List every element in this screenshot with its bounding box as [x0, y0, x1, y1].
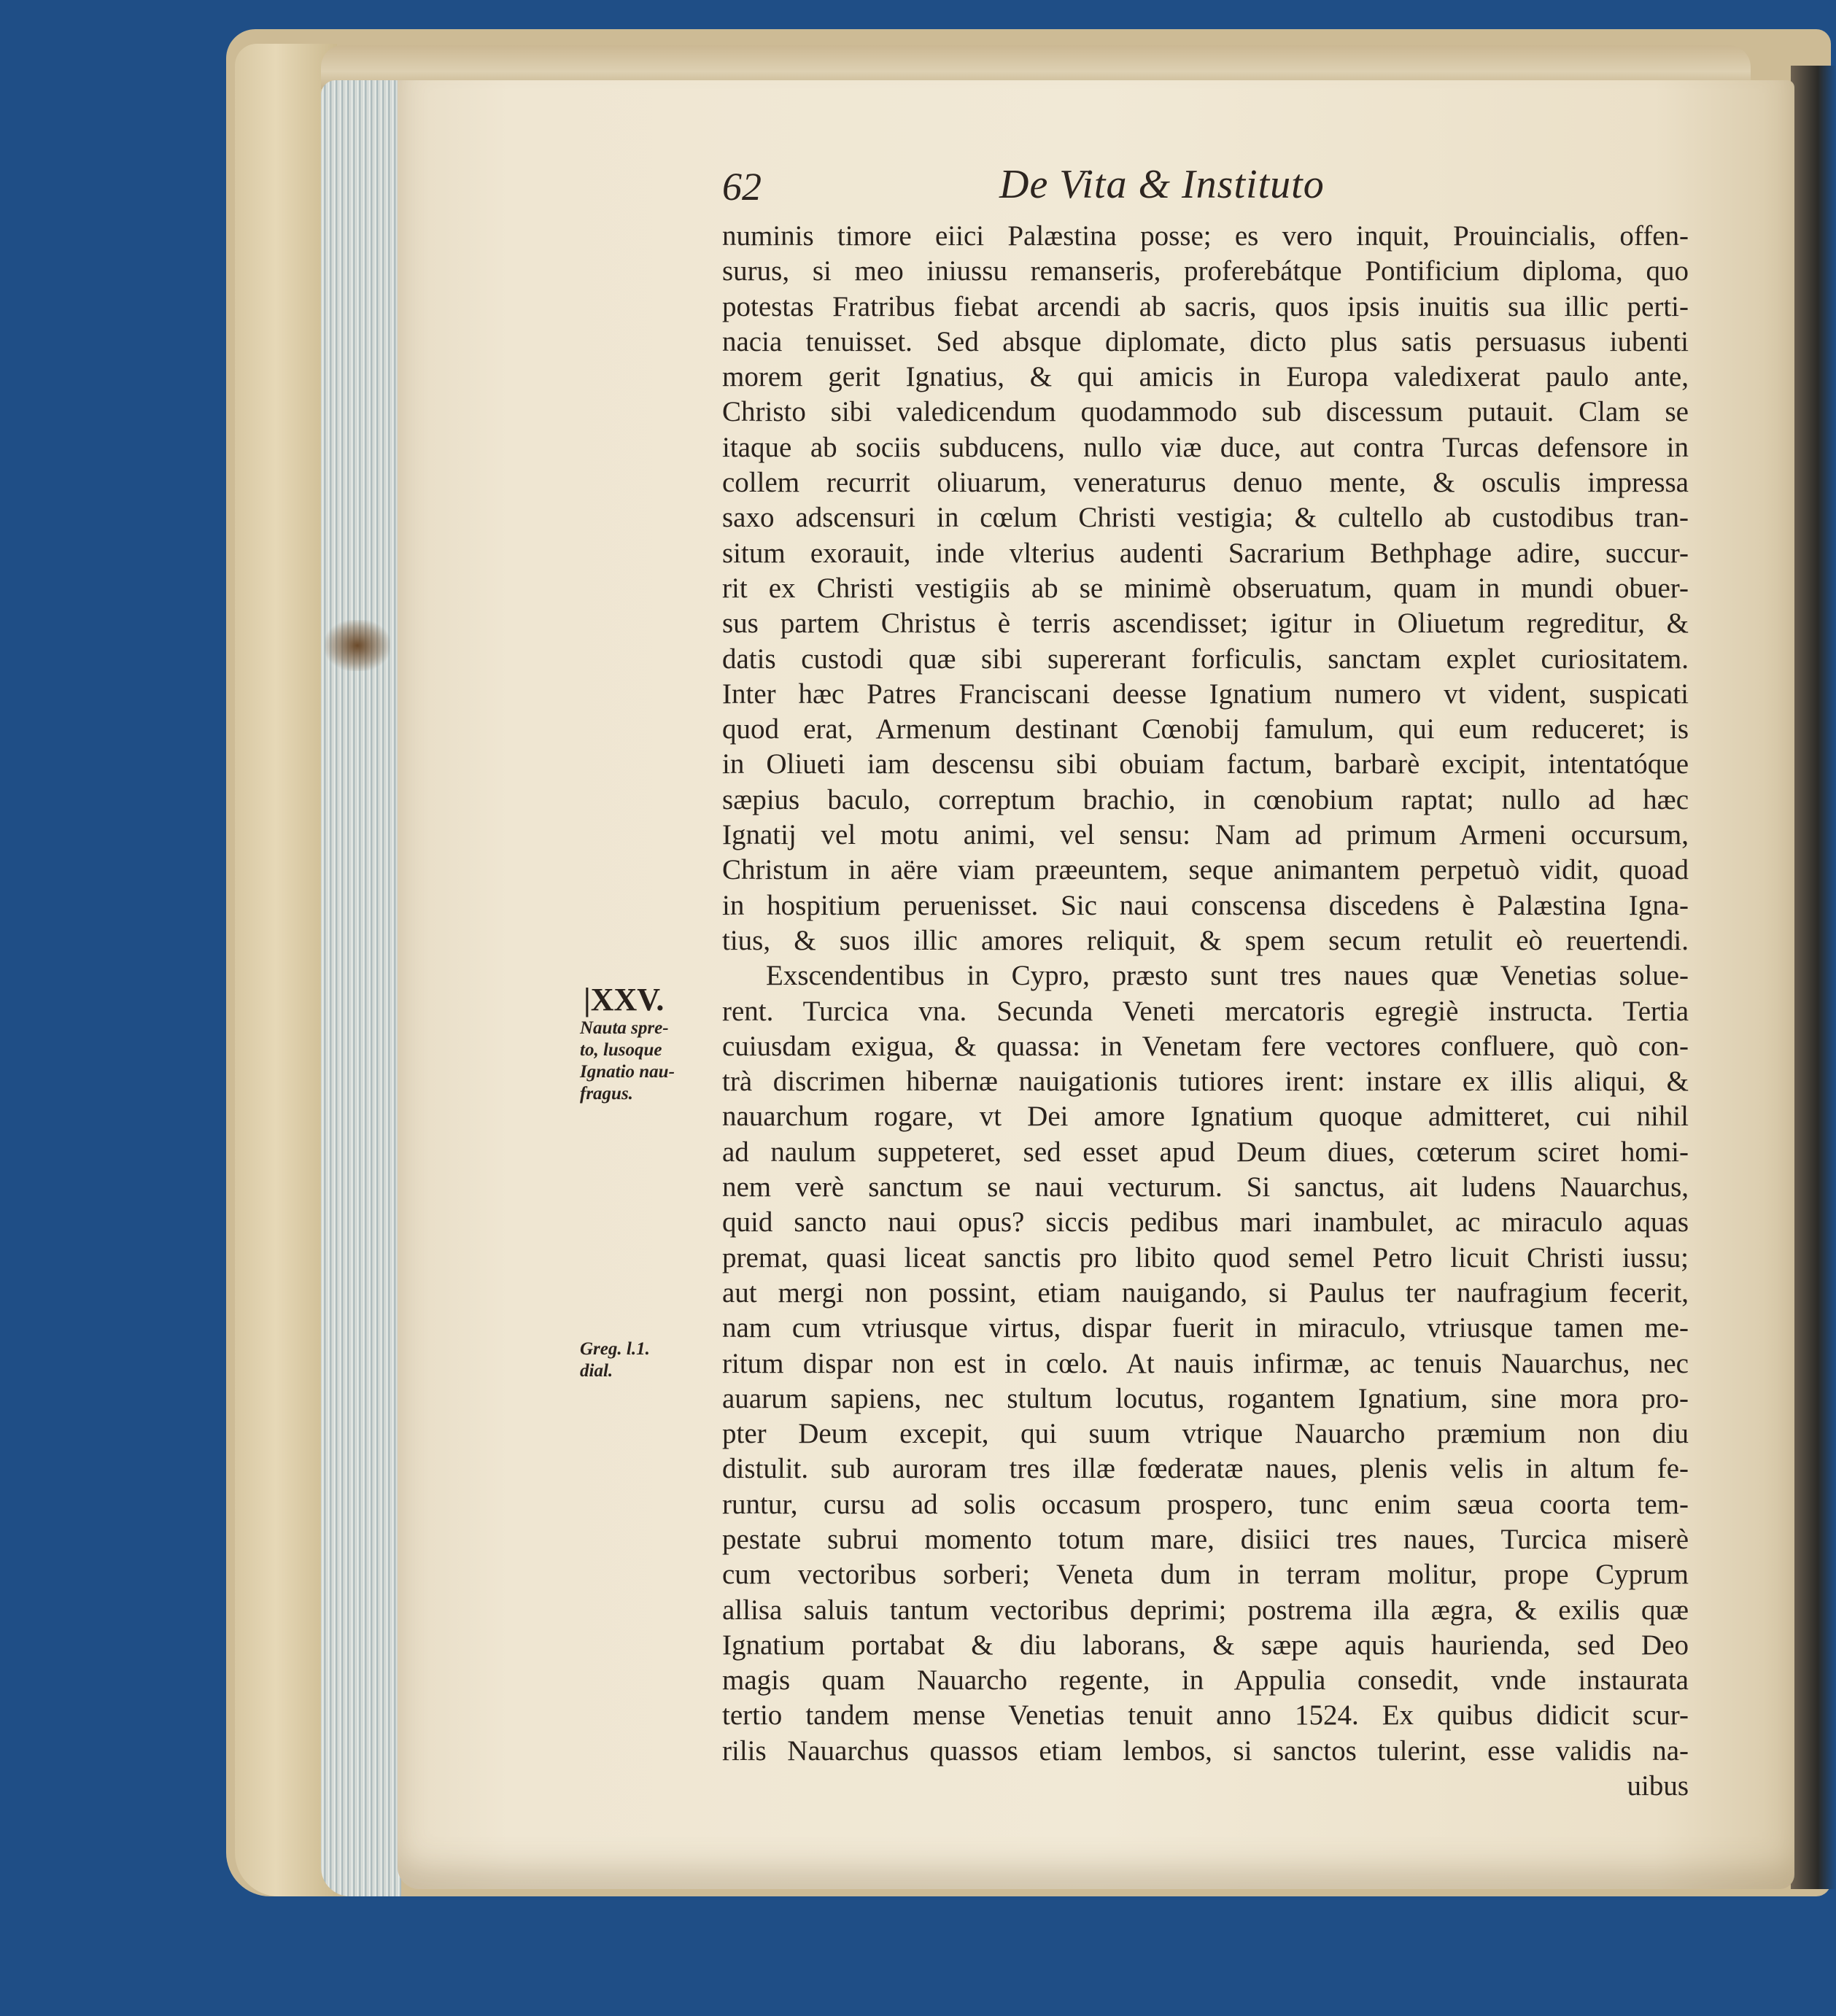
text-line: cum vectoribus sorberi; Veneta dum in terram molitur, prope Cyprum [722, 1559, 1689, 1591]
text-line: ritum dispar non est in cœlo. At nauis infirmæ, ac tenuis Nauarchus, nec [722, 1347, 1689, 1379]
text-line: magis quam Nauarcho regente, in Appulia consedit, vnde instaurata [722, 1664, 1689, 1697]
margin-note [580, 1017, 711, 1105]
running-title: De Vita & Instituto [999, 162, 1325, 207]
catchword: uibus [1627, 1770, 1689, 1802]
text-line: cuiusdam exigua, & quassa: in Venetam fere vectores confluere, quò con- [722, 1030, 1689, 1062]
text-line: sus partem Christus è terris ascendisset; igitur in Oliuetum regreditur, & [722, 608, 1689, 640]
text-line: runtur, cursu ad solis occasum prospero, tunc enim sæua coorta tem- [722, 1488, 1689, 1520]
text-line: in hospitium peruenisset. Sic naui conscensa discedens è Palæstina Igna- [722, 889, 1689, 921]
text-line: Christo sibi valedicendum quodammodo sub discessum putauit. Clam se [722, 396, 1689, 428]
text-line: sæpius baculo, correptum brachio, in cœnobium raptat; nullo ad hæc [722, 783, 1689, 815]
text-line: tius, & suos illic amores reliquit, & spem secum retulit eò reuertendi. [722, 924, 1689, 956]
text-line: nem verè sanctum se naui vecturum. Si sanctus, ait ludens Nauarchus, [722, 1171, 1689, 1203]
page-header [722, 164, 1707, 222]
text-line: datis custodi quæ sibi supererant forficulis, sanctam explet curiositatem. [722, 643, 1689, 675]
text-line: morem gerit Ignatius, & qui amicis in Europa valedixerat paulo ante, [722, 361, 1689, 393]
text-line: auarum sapiens, nec stultum locutus, rogantem Ignatium, sine mora pro- [722, 1382, 1689, 1414]
text-line: aut mergi non possint, etiam nauigando, si Paulus ter naufragium fecerit, [722, 1276, 1689, 1309]
facing-page-gutter [1791, 66, 1836, 1889]
page-fore-edge [321, 80, 401, 1896]
text-line: numinis timore eiici Palæstina posse; es vero inquit, Prouincialis, offen- [722, 220, 1689, 252]
text-line: saxo adscensuri in cœlum Christi vestigia; & cultello ab custodibus tran- [722, 502, 1689, 534]
stain-mark [325, 620, 390, 671]
text-line: Inter hæc Patres Franciscani deesse Ignatium numero vt vident, suspicati [722, 678, 1689, 710]
text-line: allisa saluis tantum vectoribus deprimi; postrema illa ægra, & exilis quæ [722, 1594, 1689, 1626]
section-number: |XXV. [584, 982, 665, 1017]
margin-citation-line: dial. [580, 1361, 613, 1381]
text-line: Exscendentibus in Cypro, præsto sunt tres naues quæ Venetias solue- [766, 960, 1689, 992]
margin-note-line: Ignatio nau- [580, 1062, 675, 1082]
text-line: rilis Nauarchus quassos etiam lembos, si sanctos tulerint, esse validis na- [722, 1734, 1689, 1767]
margin-note-line: Nauta spre- [580, 1018, 669, 1038]
text-line: quod erat, Armenum destinant Cœnobij famulum, qui eum reduceret; is [722, 713, 1689, 745]
body-text [722, 219, 1689, 1804]
text-line: rent. Turcica vna. Secunda Veneti mercatoris egregiè instructa. Tertia [722, 995, 1689, 1027]
text-line: surus, si meo iniussu remanseris, proferebátque Pontificium diploma, quo [722, 255, 1689, 287]
margin-note-line: fragus. [580, 1084, 633, 1104]
text-line: collem recurrit oliuarum, veneraturus denuo mente, & osculis impressa [722, 467, 1689, 499]
text-line: nauarchum rogare, vt Dei amore Ignatium quoque admitteret, cui nihil [722, 1101, 1689, 1133]
margin-note-line: to, lusoque [580, 1040, 662, 1060]
text-line: pestate subrui momento totum mare, disiici tres naues, Turcica miserè [722, 1523, 1689, 1555]
text-line: rit ex Christi vestigiis ab se minimè obseruatum, quam in mundi obuer- [722, 572, 1689, 604]
text-line: trà discrimen hibernæ nauigationis tutiores irent: instare ex illis aliqui, & [722, 1066, 1689, 1098]
text-line: tertio tandem mense Venetias tenuit anno 1524. Ex quibus didicit scur- [722, 1699, 1689, 1732]
text-line: Ignatij vel motu animi, vel sensu: Nam ad primum Armeni occursum, [722, 819, 1689, 851]
text-line: ad naulum suppeteret, sed esset apud Deum diues, cœterum sciret homi- [722, 1136, 1689, 1168]
margin-citation-line: Greg. l.1. [580, 1339, 650, 1359]
text-line: distulit. sub auroram tres illæ fœderatæ naues, plenis velis in altum fe- [722, 1453, 1689, 1485]
text-line: in Oliueti iam descensu sibi obuiam factum, barbarè excipit, intentatóque [722, 748, 1689, 780]
margin-citation [580, 1338, 711, 1382]
text-line: premat, quasi liceat sanctis pro libito quod semel Petro licuit Christi iussu; [722, 1241, 1689, 1273]
page-number: 62 [722, 165, 762, 209]
text-line: potestas Fratribus fiebat arcendi ab sacris, quos ipsis inuitis sua illic perti- [722, 290, 1689, 322]
text-line: situm exorauit, inde vlterius audenti Sacrarium Bethphage adire, succur- [722, 537, 1689, 569]
text-line: itaque ab sociis subducens, nullo viæ duce, aut contra Turcas defensore in [722, 431, 1689, 463]
text-line: nam cum vtriusque virtus, dispar fuerit in miraculo, vtriusque tamen me- [722, 1312, 1689, 1344]
text-line: quid sancto naui opus? siccis pedibus mari inambulet, ac miraculo aquas [722, 1206, 1689, 1238]
text-line: pter Deum excepit, qui suum vtrique Nauarcho præmium non diu [722, 1418, 1689, 1450]
text-line: Christum in aëre viam præeuntem, seque animantem perpetuò vidit, quoad [722, 854, 1689, 886]
text-line: nacia tenuisset. Sed absque diplomate, dicto plus satis persuasus iubenti [722, 325, 1689, 357]
text-line: Ignatium portabat & diu laborans, & sæpe aquis haurienda, sed Deo [722, 1629, 1689, 1661]
